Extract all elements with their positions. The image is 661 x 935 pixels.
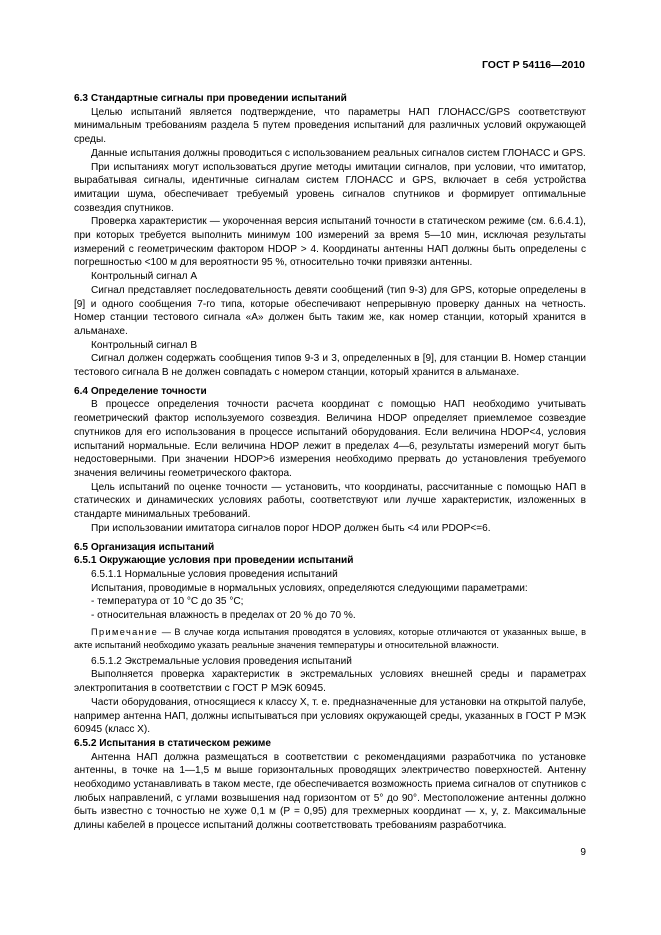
body-paragraph: Цель испытаний по оценке точности — установить, что координаты, рассчитанные с помощью НАП в статических и динамических условиях работы, соответствуют или лучше характеристик, изложенных в стандарте минимальных требований. (74, 481, 586, 521)
body-paragraph: Антенна НАП должна размещаться в соответствии с рекомендациями разработчика по установке антенны, в точке на 1—1,5 м выше горизонтальных проводящих электричество поверхностей. Антенну необходимо устанавливать в таком месте, где обеспечивается возможность приема сигналов от спутников с любых направлений, с углами возвышения над горизонтом от 5° до 90°. Местоположение антенны должно быть известно с точностью не хуже 0,1 м (P = 0,95) для трехмерных координат — x, y, z. Максимальные длины кабелей в процессе испытаний должны соответствовать требованиям разработчика. (74, 751, 586, 832)
section-heading: 6.4 Определение точности (74, 385, 207, 397)
body-paragraph: Сигнал должен содержать сообщения типов 9-3 и 3, определенных в [9], для станции В. Номер станции тестового сигнала В не должен совпадать с номером станции, который хранится в альманахе. (74, 353, 586, 379)
body-paragraph: В процессе определения точности расчета координат с помощью НАП необходимо учитывать геометрический фактор используемого созвездия. Величина HDOP определяет приемлемое созвездие спутников для его использования в процессе испытаний оборудования. Если величина HDOP<4, условия испытаний нормальные. Если величина HDOP лежит в пределах 4—6, результаты измерений могут быть недостоверными. При значении HDOP>6 измерения необходимо прервать до установления требуемого значения величины геометрического фактора. (74, 399, 586, 479)
body-paragraph: Части оборудования, относящиеся к классу X, т. е. предназначенные для установки на открытой палубе, например антенна НАП, должны испытываться при условиях окружающей среды, указанных в ГОСТ Р МЭК 60945 (класс X). (74, 696, 586, 736)
body-paragraph: Проверка характеристик — укороченная версия испытаний точности в статическом режиме (см. 6.6.4.1), при которых требуется выполнить минимум 100 измерений за время 5—10 мин, исключая результаты измерений с геометрическим фактором HDOP > 4. Координаты антенны НАП должны быть определены с погрешностью <100 м для вероятности 95 %, относительно точки привязки антенны. (74, 216, 586, 269)
document-id: ГОСТ Р 54116—2010 (481, 59, 585, 71)
section-heading: 6.5.2 Испытания в статическом режиме (74, 737, 271, 749)
note-label: Примечание (91, 626, 159, 637)
note-paragraph (74, 626, 586, 652)
section-heading: 6.3 Стандартные сигналы при проведении испытаний (74, 93, 347, 104)
body-paragraph: 6.5.1.2 Экстремальные условия проведения испытаний (91, 655, 352, 667)
section-heading: 6.5.1 Окружающие условия при проведении испытаний (74, 555, 354, 567)
document-body (74, 92, 586, 833)
page-number: 9 (580, 847, 586, 858)
body-paragraph: Контрольный сигнал А (91, 271, 198, 283)
body-paragraph: При использовании имитатора сигналов порог HDOP должен быть <4 или PDOP<=6. (91, 522, 491, 534)
section-heading: 6.5 Организация испытаний (74, 541, 215, 553)
note-text: — В случае когда испытания проводятся в условиях, которые отличаются от указанных выше, в акте испытаний необходимо указать реальные значения температуры и относительной влажности. (74, 626, 586, 650)
body-paragraph: Целью испытаний является подтверждение, что параметры НАП ГЛОНАСС/GPS соответствуют минимальным требованиям раздела 5 путем проведения испытаний для различных условий окружающей среды. (74, 106, 586, 146)
body-paragraph: - относительная влажность в пределах от 20 % до 70 %. (91, 610, 356, 622)
body-paragraph: Выполняется проверка характеристик в экстремальных условиях внешней среды и параметрах электропитания в соответствии с ГОСТ Р МЭК 60945. (74, 669, 586, 695)
body-paragraph: Контрольный сигнал В (91, 339, 198, 351)
body-paragraph: 6.5.1.1 Нормальные условия проведения испытаний (91, 568, 338, 580)
body-paragraph: Испытания, проводимые в нормальных условиях, определяются следующими параметрами: (91, 582, 528, 594)
body-paragraph: Данные испытания должны проводиться с использованием реальных сигналов систем ГЛОНАСС и GPS. (91, 147, 586, 159)
body-paragraph: При испытаниях могут использоваться другие методы имитации сигналов, при условии, что имитатор, вырабатывая сигналы, идентичные сигналам систем ГЛОНАСС и GPS, включает в себя устройства имитации шума, обеспечивает требуемый уровень сигналов спутников и формирует оптимальные созвездия спутников. (74, 161, 586, 214)
body-paragraph: - температура от 10 °С до 35 °С; (91, 596, 244, 608)
body-paragraph: Сигнал представляет последовательность девяти сообщений (тип 9-3) для GPS, которые определены в [9] и одного сообщения 7-го типа, которые обеспечивают непрерывную проверку данных на четность. Номер станции тестового сигнала «А» должен быть таким же, как номер станции, который хранится в альманахе. (74, 284, 586, 337)
